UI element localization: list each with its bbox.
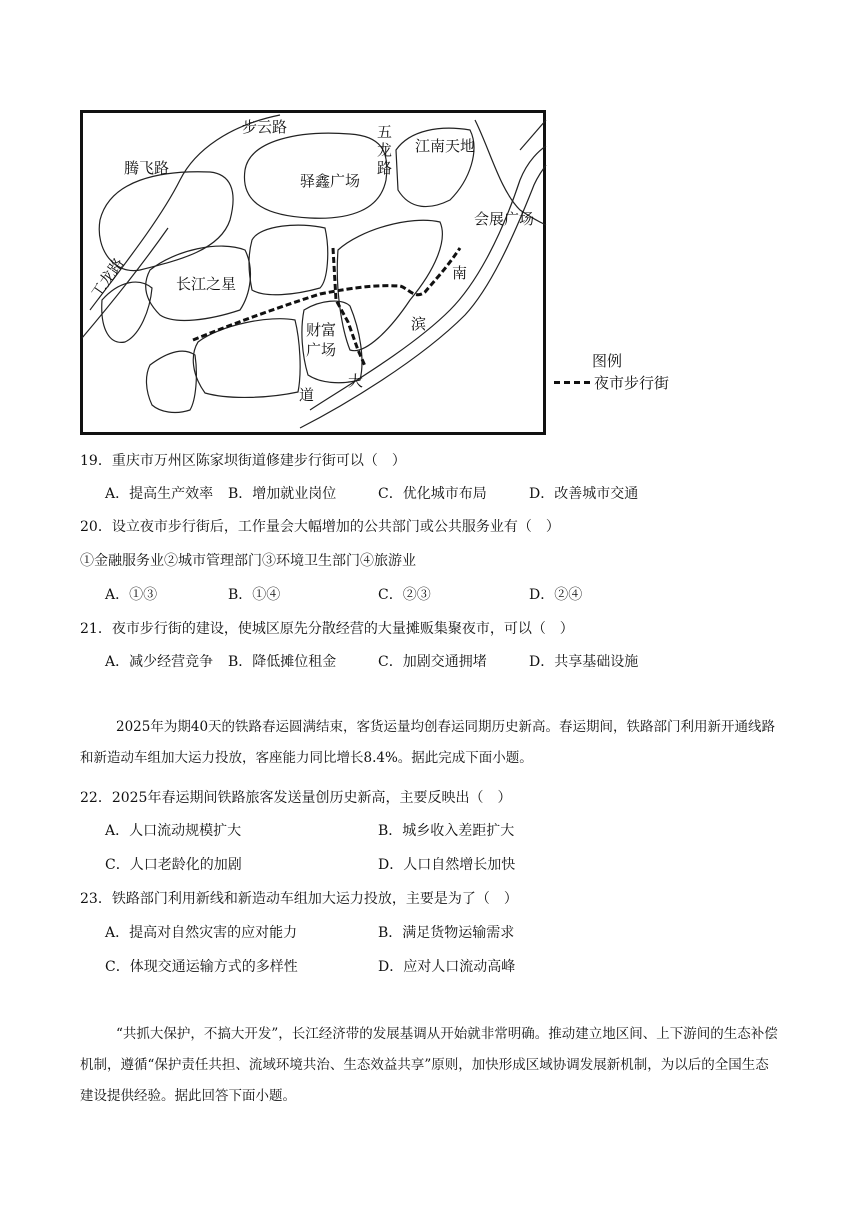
question-option: A．减少经营竞争 xyxy=(105,654,214,670)
question-stem: 20．设立夜市步行街后，工作量会大幅增加的公共部门或公共服务业有（ ） xyxy=(80,519,560,535)
question-option: D．应对人口流动高峰 xyxy=(378,959,516,975)
question-option: D．人口自然增长加快 xyxy=(378,857,516,873)
question-option: B．①④ xyxy=(228,587,281,603)
question-option: A．提高对自然灾害的应对能力 xyxy=(105,925,298,941)
question-option: B．城乡收入差距扩大 xyxy=(378,823,515,839)
question-option: C．加剧交通拥堵 xyxy=(378,654,487,670)
question-option: A．①③ xyxy=(105,587,158,603)
question-stem: 22．2025年春运期间铁路旅客发送量创历史新高，主要反映出（ ） xyxy=(80,790,512,806)
map-label-yuxin-plaza: 驿鑫广场 xyxy=(300,172,361,190)
passage-spring-festival xyxy=(80,712,780,774)
map-label-bin: 滨 xyxy=(411,315,427,333)
question-option: D．共享基础设施 xyxy=(529,654,639,670)
map-label-nan: 南 xyxy=(452,264,468,282)
question-option: B．增加就业岗位 xyxy=(228,486,337,502)
map-label-buyun-road: 步云路 xyxy=(242,118,288,136)
map-label-huizhan-plaza: 会展广场 xyxy=(474,210,535,228)
question-stem: 19．重庆市万州区陈家坝街道修建步行街可以（ ） xyxy=(80,453,406,469)
question-option: A．人口流动规模扩大 xyxy=(105,823,242,839)
map-label-caifu-plaza: 财富广场 xyxy=(306,321,337,359)
question-option: A．提高生产效率 xyxy=(105,486,214,502)
question-option: B．降低摊位租金 xyxy=(228,654,337,670)
passage-yangtze xyxy=(80,1019,780,1112)
question-sub-items: ①金融服务业②城市管理部门③环境卫生部门④旅游业 xyxy=(80,553,416,569)
question-option: C．②③ xyxy=(378,587,431,603)
map-label-da: 大 xyxy=(348,372,364,390)
map-label-dao: 道 xyxy=(299,386,315,404)
map-label-tengfei-road: 腾飞路 xyxy=(124,159,170,177)
map-label-gonglong-road: 工龙路 xyxy=(87,254,128,302)
map-label-changjiang-star: 长江之星 xyxy=(176,275,237,293)
map-label-wulong-road: 五龙路 xyxy=(375,124,393,178)
legend-title: 图例 xyxy=(592,352,623,370)
map-label-jiangnan-tiandi: 江南天地 xyxy=(415,137,476,155)
passage-yangtze-text: “共抓大保护，不搞大开发”，长江经济带的发展基调从开始就非常明确。推动建立地区间、上下游间的生态补偿机制，遵循“保护责任共担、流域环境共治、生态效益共享”原则，加快形成区域协调发展新机制，为以后的全国生态建设提供经验。据此回答下面小题。 xyxy=(80,1026,778,1104)
passage-spring-festival-text: 2025年为期40天的铁路春运圆满结束，客货运量均创春运同期历史新高。春运期间，铁路部门利用新开通线路和新造动车组加大运力投放，客座能力同比增长8.4%。据此完成下面小题。 xyxy=(80,719,776,766)
question-option: C．优化城市布局 xyxy=(378,486,487,502)
question-option: C．体现交通运输方式的多样性 xyxy=(105,959,298,975)
question-option: C．人口老龄化的加剧 xyxy=(105,857,242,873)
question-option: B．满足货物运输需求 xyxy=(378,925,515,941)
map-figure xyxy=(80,110,600,436)
legend-item-label: 夜市步行街 xyxy=(594,374,670,392)
legend-item xyxy=(554,372,669,393)
question-stem: 21．夜市步行街的建设，使城区原先分散经营的大量摊贩集聚夜市，可以（ ） xyxy=(80,621,574,637)
legend-dash-line xyxy=(554,381,590,384)
question-option: D．改善城市交通 xyxy=(529,486,639,502)
question-stem: 23．铁路部门利用新线和新造动车组加大运力投放，主要是为了（ ） xyxy=(80,891,518,907)
question-option: D．②④ xyxy=(529,587,583,603)
